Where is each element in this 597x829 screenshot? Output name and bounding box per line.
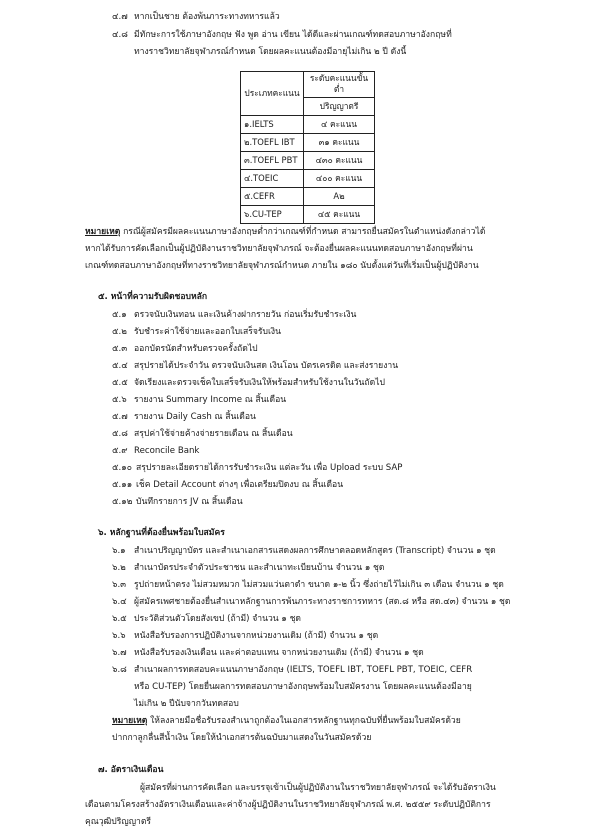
list-item	[112, 463, 132, 475]
item-number: ๕.๒	[112, 327, 127, 337]
list-item	[112, 648, 127, 660]
remark-line-1: ให้ลงลายมือชื่อรับรองสำเนาถูกต้องในเอกสารหลักฐานทุกฉบับที่ยื่นพร้อมใบสมัครด้วย	[147, 716, 461, 726]
list-item-text: สรุปรายได้ประจำวัน ตรวจนับเงินสด เงินโอน บัตรเครดิต และส่งรายงาน	[134, 361, 399, 371]
section-7-title: ๗. อัตราเงินเดือน	[98, 765, 164, 775]
item-number: ๖.๘	[112, 665, 127, 675]
english-score-table	[240, 71, 375, 224]
remark-line-3: เกณฑ์ทดสอบภาษาอังกฤษที่ทางราชวิทยาลัยจุฬาภรณ์กำหนด ภายใน ๑๘๐ นับตั้งแต่วันที่เริ่มเป็นผู้ปฏิบัติงาน	[85, 261, 479, 271]
score-table-row	[241, 169, 375, 187]
item-number: ๖.๗	[112, 648, 127, 658]
list-item-text: รูปถ่ายหน้าตรง ไม่สวมหมวก ไม่สวมแว่นตาดำ ขนาด ๑-๒ นิ้ว ซึ่งถ่ายไว้ไม่เกิน ๓ เดือน จำนวน ๑ ชุด	[134, 580, 504, 590]
score-value-cell: A๒	[304, 187, 375, 205]
item-number: ๖.๒	[112, 563, 126, 573]
list-item-text: สรุปค่าใช้จ่ายค้างจ่ายรายเดือน ณ สิ้นเดือน	[134, 429, 293, 439]
list-item	[112, 563, 126, 575]
score-value-cell: ๔๕ คะแนน	[304, 205, 375, 223]
list-item-text: ออกบัตรนัดสำหรับตรวจครั้งถัดไป	[134, 344, 258, 354]
remark-label: หมายเหตุ	[112, 716, 148, 726]
qualification-4-8-number: ๔.๘	[112, 30, 128, 40]
list-item-text: ตรวจนับเงินทอน และเงินค้างฝากรายวัน ก่อนเริ่มรับชำระเงิน	[134, 310, 357, 320]
list-item-text: สรุปรายละเอียดรายได้การรับชำระเงิน แต่ละวัน เพื่อ Upload ระบบ SAP	[136, 463, 403, 473]
list-item-text: สำเนาบัตรประจำตัวประชาชน และสำเนาทะเบียนบ้าน จำนวน ๑ ชุด	[134, 563, 385, 573]
list-item	[112, 497, 132, 509]
list-item	[112, 580, 126, 592]
list-item-text: ประวัติส่วนตัวโดยสังเขป (ถ้ามี) จำนวน ๑ ชุด	[134, 614, 302, 624]
salary-line-1: ผู้สมัครที่ผ่านการคัดเลือก และบรรจุเข้าเป็นผู้ปฏิบัติงานในราชวิทยาลัยจุฬาภรณ์ จะได้รับอัตราเงิน	[140, 783, 496, 793]
remark-paragraph-1	[85, 227, 485, 239]
section-5-title: ๕. หน้าที่ความรับผิดชอบหลัก	[98, 292, 208, 302]
list-item	[112, 597, 127, 609]
list-item	[112, 361, 128, 373]
score-value-cell: ๔ คะแนน	[304, 115, 375, 133]
list-item-text: สำเนาปริญญาบัตร และสำเนาเอกสารแสดงผลการศึกษาตลอดหลักสูตร (Transcript) จำนวน ๑ ชุด	[134, 546, 496, 556]
list-item	[112, 378, 128, 390]
list-item	[112, 429, 128, 441]
list-item	[112, 395, 127, 407]
salary-line-2: เดือนตามโครงสร้างอัตราเงินเดือนและค่าจ้างผู้ปฏิบัติงานในราชวิทยาลัยจุฬาภรณ์ พ.ศ. ๒๕๕๙ ระดับปฏิบัติการ	[85, 800, 491, 810]
list-item	[112, 480, 132, 492]
list-item-text: บันทึกรายการ JV ณ สิ้นเดือน	[136, 497, 243, 507]
list-item-text: รับชำระค่าใช้จ่ายและออกใบเสร็จรับเงิน	[134, 327, 281, 337]
list-item-text: เช็ค Detail Account ต่างๆ เพื่อเตรียมปิดงบ ณ สิ้นเดือน	[136, 480, 344, 490]
item-number: ๖.๓	[112, 580, 127, 590]
item-number: ๖.๑	[112, 546, 126, 556]
score-type-cell: ๖.CU-TEP	[241, 205, 304, 223]
remark-line-2: ปากกาลูกลื่นสีน้ำเงิน โดยให้นำเอกสารต้นฉบับมาแสดงในวันสมัครด้วย	[112, 733, 372, 743]
item-number: ๖.๖	[112, 631, 126, 641]
score-table-header-min: ระดับคะแนนขั้นต่ำ	[304, 72, 375, 98]
list-item-text-continued: หรือ CU-TEP) โดยยื่นผลการทดสอบภาษาอังกฤษพร้อมใบสมัครงาน โดยผลคะแนนต้องมีอายุ	[134, 682, 472, 692]
score-table-row	[241, 115, 375, 133]
remark-label: หมายเหตุ	[85, 227, 121, 237]
score-value-cell: ๓๑ คะแนน	[304, 133, 375, 151]
item-number: ๕.๑	[112, 310, 127, 320]
qualification-4-7-number: ๔.๗	[112, 12, 128, 22]
remark-paragraph-2	[112, 716, 461, 728]
score-table-row	[241, 151, 375, 169]
list-item	[112, 412, 128, 424]
list-item	[112, 665, 127, 677]
score-value-cell: ๔๓๐ คะแนน	[304, 151, 375, 169]
score-table-header-row	[241, 72, 375, 98]
item-number: ๕.๗	[112, 412, 128, 422]
score-table-row	[241, 187, 375, 205]
score-table-row	[241, 205, 375, 223]
score-type-cell: ๓.TOEFL PBT	[241, 151, 304, 169]
qualification-4-8-text-line1: มีทักษะการใช้ภาษาอังกฤษ ฟัง พูด อ่าน เขียน ได้ดีและผ่านเกณฑ์ทดสอบภาษาอังกฤษที่	[134, 30, 452, 40]
list-item	[112, 327, 127, 339]
item-number: ๕.๑๒	[112, 497, 133, 507]
item-number: ๕.๑๐	[112, 463, 132, 473]
score-type-cell: ๕.CEFR	[241, 187, 304, 205]
list-item-text: รายงาน Summary Income ณ สิ้นเดือน	[134, 395, 287, 405]
item-number: ๖.๕	[112, 614, 127, 624]
section-6-title: ๖. หลักฐานที่ต้องยื่นพร้อมใบสมัคร	[98, 528, 225, 538]
list-item-text: จัดเรียงและตรวจเช็คใบเสร็จรับเงินให้พร้อมสำหรับใช้งานในวันถัดไป	[134, 378, 385, 388]
list-item	[112, 614, 127, 626]
list-item-text: หนังสือรับรองเงินเดือน และค่าตอบแทน จากหน่วยงานเดิม (ถ้ามี) จำนวน ๑ ชุด	[134, 648, 424, 658]
score-table-row	[241, 133, 375, 151]
qualification-4-7-text: หากเป็นชาย ต้องพ้นภาระทางทหารแล้ว	[134, 12, 280, 22]
list-item-text: หนังสือรับรองการปฏิบัติงานจากหน่วยงานเดิม (ถ้ามี) จำนวน ๑ ชุด	[134, 631, 379, 641]
item-number: ๕.๕	[112, 378, 128, 388]
item-number: ๖.๔	[112, 597, 127, 607]
score-table-header-type: ประเภทคะแนน	[241, 72, 304, 116]
remark-line-1: กรณีผู้สมัครมีผลคะแนนภาษาอังกฤษต่ำกว่าเกณฑ์ที่กำหนด สามารถยื่นสมัครในตำแหน่งดังกล่าวได้	[120, 227, 486, 237]
item-number: ๕.๓	[112, 344, 128, 354]
list-item-text: รายงาน Daily Cash ณ สิ้นเดือน	[134, 412, 256, 422]
list-item	[112, 546, 126, 558]
list-item-text-continued: ไม่เกิน ๒ ปีนับจากวันทดสอบ	[134, 699, 239, 709]
score-value-cell: ๔๐๐ คะแนน	[304, 169, 375, 187]
score-type-cell: ๒.TOEFL IBT	[241, 133, 304, 151]
item-number: ๕.๖	[112, 395, 127, 405]
item-number: ๕.๔	[112, 361, 128, 371]
list-item-text: สำเนาผลการทดสอบคะแนนภาษาอังกฤษ (IELTS, TOEFL IBT, TOEFL PBT, TOEIC, CEFR	[134, 665, 473, 675]
score-table-header-degree: ปริญญาตรี	[304, 97, 375, 115]
item-number: ๕.๙	[112, 446, 128, 456]
list-item-text: ผู้สมัครเพศชายต้องยื่นสำเนาหลักฐานการพ้นภาระทางราชการทหาร (สด.๘ หรือ สด.๔๓) จำนวน ๑ ชุด	[134, 597, 511, 607]
item-number: ๕.๑๑	[112, 480, 133, 490]
list-item	[112, 344, 127, 356]
list-item	[112, 310, 127, 322]
list-item	[112, 446, 128, 458]
qualification-4-8-text-line2: ทางราชวิทยาลัยจุฬาภรณ์กำหนด โดยผลคะแนนต้องมีอายุไม่เกิน ๒ ปี ดังนี้	[134, 47, 407, 57]
score-type-cell: ๑.IELTS	[241, 115, 304, 133]
list-item	[112, 631, 126, 643]
score-type-cell: ๔.TOEIC	[241, 169, 304, 187]
item-number: ๕.๘	[112, 429, 128, 439]
list-item-text: Reconcile Bank	[134, 446, 200, 456]
salary-line-3: คุณวุฒิปริญญาตรี	[85, 817, 152, 827]
remark-line-2: หากได้รับการคัดเลือกเป็นผู้ปฏิบัติงานราชวิทยาลัยจุฬาภรณ์ จะต้องยื่นผลคะแนนทดสอบภาษาอังกฤษที่ผ่าน	[85, 244, 473, 254]
